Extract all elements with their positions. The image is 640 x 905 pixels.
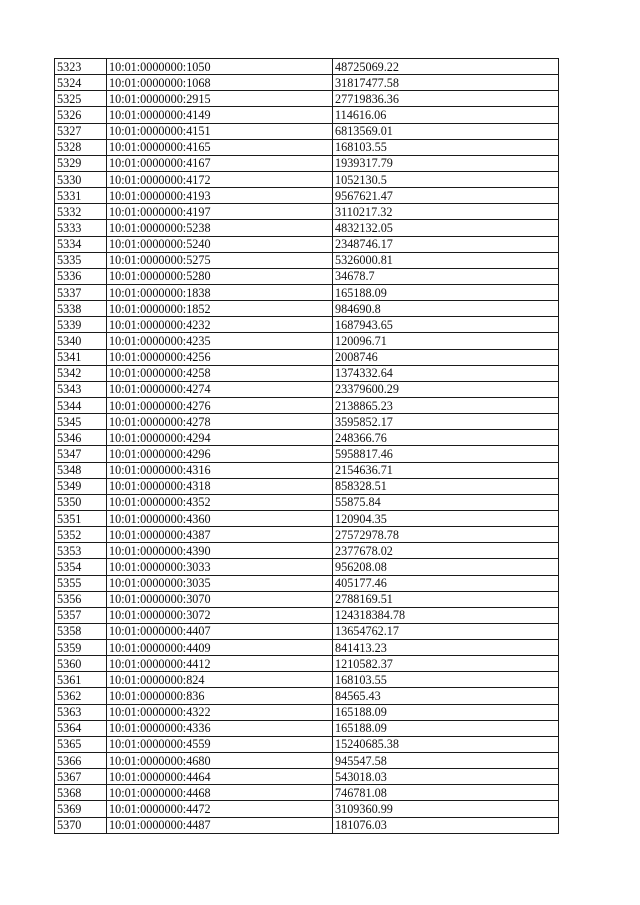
cadastral-number-cell: 10:01:0000000:1852: [107, 301, 333, 317]
row-number-cell: 5356: [55, 591, 107, 607]
cadastral-number-cell: 10:01:0000000:1050: [107, 59, 333, 75]
table-row: [55, 333, 559, 349]
cadastral-number-cell: 10:01:0000000:4149: [107, 107, 333, 123]
cadastral-number-cell: 10:01:0000000:1838: [107, 284, 333, 300]
value-cell: 120096.71: [333, 333, 559, 349]
value-cell: 2008746: [333, 349, 559, 365]
table-row: [55, 139, 559, 155]
table-row: [55, 446, 559, 462]
value-cell: 858328.51: [333, 478, 559, 494]
table-row: [55, 91, 559, 107]
row-number-cell: 5350: [55, 494, 107, 510]
row-number-cell: 5342: [55, 365, 107, 381]
table-row: [55, 252, 559, 268]
value-cell: 841413.23: [333, 640, 559, 656]
table-row: [55, 462, 559, 478]
row-number-cell: 5344: [55, 397, 107, 413]
value-cell: 48725069.22: [333, 59, 559, 75]
table-row: [55, 414, 559, 430]
value-cell: 27572978.78: [333, 527, 559, 543]
value-cell: 84565.43: [333, 688, 559, 704]
value-cell: 2348746.17: [333, 236, 559, 252]
row-number-cell: 5369: [55, 801, 107, 817]
row-number-cell: 5340: [55, 333, 107, 349]
cadastral-number-cell: 10:01:0000000:3070: [107, 591, 333, 607]
cadastral-value-table: [54, 58, 559, 834]
row-number-cell: 5360: [55, 656, 107, 672]
cadastral-number-cell: 10:01:0000000:5275: [107, 252, 333, 268]
table-row: [55, 736, 559, 752]
row-number-cell: 5349: [55, 478, 107, 494]
row-number-cell: 5362: [55, 688, 107, 704]
cadastral-number-cell: 10:01:0000000:2915: [107, 91, 333, 107]
row-number-cell: 5355: [55, 575, 107, 591]
table-row: [55, 284, 559, 300]
value-cell: 5958817.46: [333, 446, 559, 462]
row-number-cell: 5329: [55, 155, 107, 171]
value-cell: 1210582.37: [333, 656, 559, 672]
cadastral-number-cell: 10:01:0000000:4559: [107, 736, 333, 752]
cadastral-number-cell: 10:01:0000000:4172: [107, 171, 333, 187]
table-row: [55, 107, 559, 123]
value-cell: 2788169.51: [333, 591, 559, 607]
cadastral-number-cell: 10:01:0000000:4472: [107, 801, 333, 817]
cadastral-number-cell: 10:01:0000000:836: [107, 688, 333, 704]
table-row: [55, 704, 559, 720]
cadastral-number-cell: 10:01:0000000:824: [107, 672, 333, 688]
table-row: [55, 720, 559, 736]
value-cell: 13654762.17: [333, 623, 559, 639]
value-cell: 34678.7: [333, 268, 559, 284]
value-cell: 5326000.81: [333, 252, 559, 268]
table-row: [55, 268, 559, 284]
row-number-cell: 5346: [55, 430, 107, 446]
table-row: [55, 397, 559, 413]
value-cell: 168103.55: [333, 139, 559, 155]
cadastral-number-cell: 10:01:0000000:4318: [107, 478, 333, 494]
row-number-cell: 5332: [55, 204, 107, 220]
row-number-cell: 5328: [55, 139, 107, 155]
value-cell: 55875.84: [333, 494, 559, 510]
row-number-cell: 5324: [55, 75, 107, 91]
cadastral-number-cell: 10:01:0000000:4409: [107, 640, 333, 656]
cadastral-number-cell: 10:01:0000000:4387: [107, 527, 333, 543]
cadastral-number-cell: 10:01:0000000:4274: [107, 381, 333, 397]
value-cell: 181076.03: [333, 817, 559, 833]
value-cell: 165188.09: [333, 720, 559, 736]
table-row: [55, 188, 559, 204]
row-number-cell: 5333: [55, 220, 107, 236]
value-cell: 124318384.78: [333, 607, 559, 623]
cadastral-number-cell: 10:01:0000000:4360: [107, 510, 333, 526]
cadastral-number-cell: 10:01:0000000:5280: [107, 268, 333, 284]
table-row: [55, 753, 559, 769]
cadastral-number-cell: 10:01:0000000:4316: [107, 462, 333, 478]
table-row: [55, 365, 559, 381]
row-number-cell: 5347: [55, 446, 107, 462]
value-cell: 1374332.64: [333, 365, 559, 381]
value-cell: 405177.46: [333, 575, 559, 591]
table-row: [55, 817, 559, 833]
row-number-cell: 5337: [55, 284, 107, 300]
row-number-cell: 5352: [55, 527, 107, 543]
value-cell: 23379600.29: [333, 381, 559, 397]
value-cell: 6813569.01: [333, 123, 559, 139]
cadastral-number-cell: 10:01:0000000:4258: [107, 365, 333, 381]
value-cell: 984690.8: [333, 301, 559, 317]
row-number-cell: 5366: [55, 753, 107, 769]
value-cell: 248366.76: [333, 430, 559, 446]
row-number-cell: 5353: [55, 543, 107, 559]
cadastral-number-cell: 10:01:0000000:4296: [107, 446, 333, 462]
row-number-cell: 5354: [55, 559, 107, 575]
value-cell: 1939317.79: [333, 155, 559, 171]
table-row: [55, 769, 559, 785]
value-cell: 2154636.71: [333, 462, 559, 478]
row-number-cell: 5359: [55, 640, 107, 656]
value-cell: 120904.35: [333, 510, 559, 526]
value-cell: 168103.55: [333, 672, 559, 688]
cadastral-number-cell: 10:01:0000000:5238: [107, 220, 333, 236]
row-number-cell: 5336: [55, 268, 107, 284]
row-number-cell: 5358: [55, 623, 107, 639]
value-cell: 956208.08: [333, 559, 559, 575]
cadastral-number-cell: 10:01:0000000:4390: [107, 543, 333, 559]
value-cell: 9567621.47: [333, 188, 559, 204]
row-number-cell: 5370: [55, 817, 107, 833]
cadastral-number-cell: 10:01:0000000:4487: [107, 817, 333, 833]
value-cell: 165188.09: [333, 284, 559, 300]
cadastral-number-cell: 10:01:0000000:4294: [107, 430, 333, 446]
table-row: [55, 430, 559, 446]
row-number-cell: 5326: [55, 107, 107, 123]
table-row: [55, 155, 559, 171]
table-row: [55, 591, 559, 607]
cadastral-number-cell: 10:01:0000000:4680: [107, 753, 333, 769]
cadastral-number-cell: 10:01:0000000:4276: [107, 397, 333, 413]
row-number-cell: 5357: [55, 607, 107, 623]
cadastral-number-cell: 10:01:0000000:4336: [107, 720, 333, 736]
value-cell: 4832132.05: [333, 220, 559, 236]
value-cell: 2138865.23: [333, 397, 559, 413]
table-row: [55, 672, 559, 688]
table-row: [55, 543, 559, 559]
table-row: [55, 220, 559, 236]
cadastral-number-cell: 10:01:0000000:3072: [107, 607, 333, 623]
value-cell: 543018.03: [333, 769, 559, 785]
cadastral-number-cell: 10:01:0000000:5240: [107, 236, 333, 252]
row-number-cell: 5367: [55, 769, 107, 785]
cadastral-number-cell: 10:01:0000000:4165: [107, 139, 333, 155]
value-cell: 1687943.65: [333, 317, 559, 333]
value-cell: 3109360.99: [333, 801, 559, 817]
cadastral-number-cell: 10:01:0000000:4235: [107, 333, 333, 349]
row-number-cell: 5343: [55, 381, 107, 397]
cadastral-number-cell: 10:01:0000000:4256: [107, 349, 333, 365]
table-row: [55, 123, 559, 139]
row-number-cell: 5361: [55, 672, 107, 688]
cadastral-number-cell: 10:01:0000000:4167: [107, 155, 333, 171]
row-number-cell: 5351: [55, 510, 107, 526]
table-row: [55, 59, 559, 75]
row-number-cell: 5339: [55, 317, 107, 333]
value-cell: 2377678.02: [333, 543, 559, 559]
table-body: [55, 59, 559, 834]
table-row: [55, 494, 559, 510]
row-number-cell: 5327: [55, 123, 107, 139]
table-row: [55, 478, 559, 494]
cadastral-number-cell: 10:01:0000000:1068: [107, 75, 333, 91]
row-number-cell: 5331: [55, 188, 107, 204]
cadastral-number-cell: 10:01:0000000:4232: [107, 317, 333, 333]
table-row: [55, 575, 559, 591]
table-row: [55, 349, 559, 365]
value-cell: 1052130.5: [333, 171, 559, 187]
cadastral-number-cell: 10:01:0000000:4151: [107, 123, 333, 139]
table-row: [55, 640, 559, 656]
row-number-cell: 5364: [55, 720, 107, 736]
cadastral-number-cell: 10:01:0000000:4193: [107, 188, 333, 204]
cadastral-number-cell: 10:01:0000000:4278: [107, 414, 333, 430]
row-number-cell: 5363: [55, 704, 107, 720]
table-row: [55, 688, 559, 704]
cadastral-number-cell: 10:01:0000000:4464: [107, 769, 333, 785]
value-cell: 945547.58: [333, 753, 559, 769]
row-number-cell: 5338: [55, 301, 107, 317]
row-number-cell: 5368: [55, 785, 107, 801]
value-cell: 15240685.38: [333, 736, 559, 752]
row-number-cell: 5365: [55, 736, 107, 752]
cadastral-number-cell: 10:01:0000000:4352: [107, 494, 333, 510]
row-number-cell: 5330: [55, 171, 107, 187]
table-row: [55, 236, 559, 252]
table-row: [55, 301, 559, 317]
cadastral-number-cell: 10:01:0000000:4197: [107, 204, 333, 220]
table-row: [55, 381, 559, 397]
value-cell: 3110217.32: [333, 204, 559, 220]
row-number-cell: 5348: [55, 462, 107, 478]
table-row: [55, 785, 559, 801]
cadastral-number-cell: 10:01:0000000:4412: [107, 656, 333, 672]
table-row: [55, 75, 559, 91]
value-cell: 31817477.58: [333, 75, 559, 91]
value-cell: 3595852.17: [333, 414, 559, 430]
cadastral-number-cell: 10:01:0000000:3035: [107, 575, 333, 591]
value-cell: 114616.06: [333, 107, 559, 123]
cadastral-number-cell: 10:01:0000000:4322: [107, 704, 333, 720]
row-number-cell: 5325: [55, 91, 107, 107]
table-row: [55, 623, 559, 639]
row-number-cell: 5323: [55, 59, 107, 75]
table-row: [55, 559, 559, 575]
table-row: [55, 607, 559, 623]
value-cell: 746781.08: [333, 785, 559, 801]
value-cell: 165188.09: [333, 704, 559, 720]
row-number-cell: 5334: [55, 236, 107, 252]
cadastral-number-cell: 10:01:0000000:3033: [107, 559, 333, 575]
table-row: [55, 527, 559, 543]
table-row: [55, 317, 559, 333]
value-cell: 27719836.36: [333, 91, 559, 107]
table-row: [55, 656, 559, 672]
row-number-cell: 5345: [55, 414, 107, 430]
row-number-cell: 5335: [55, 252, 107, 268]
table-row: [55, 171, 559, 187]
table-row: [55, 204, 559, 220]
cadastral-number-cell: 10:01:0000000:4407: [107, 623, 333, 639]
row-number-cell: 5341: [55, 349, 107, 365]
cadastral-number-cell: 10:01:0000000:4468: [107, 785, 333, 801]
table-row: [55, 510, 559, 526]
table-row: [55, 801, 559, 817]
